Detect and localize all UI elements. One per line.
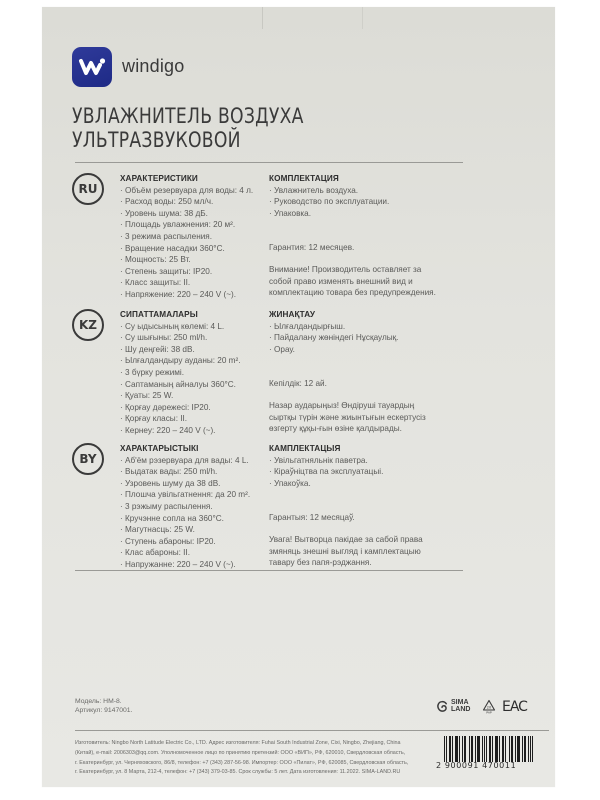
eac-mark: EAC	[502, 699, 527, 715]
spec-item: · Қорғау класы: II.	[120, 413, 260, 425]
spec-item: · Плошча увільгатнення: да 20 m².	[120, 489, 260, 501]
barcode-number: 2 900091 470011	[436, 761, 517, 770]
ru-specifications	[120, 173, 260, 301]
svg-text:20: 20	[486, 705, 492, 710]
spec-item: · Су ыдысының көлемі: 4 L.	[120, 321, 260, 333]
ru-package-contents	[269, 173, 469, 299]
brand-name: windigo	[122, 56, 185, 76]
spec-item: · Напружанне: 220 – 240 V (~).	[120, 559, 260, 571]
spec-item: · 3 режима распыления.	[120, 231, 260, 243]
spec-item: · Мощность: 25 Вт.	[120, 254, 260, 266]
box-fold-line	[262, 7, 263, 29]
box-fold-line	[362, 7, 363, 29]
pack-item: · Ылғалдандырғыш.	[269, 321, 469, 333]
pack-item: · Пайдалану жөніндегі Нұсқаулық.	[269, 332, 469, 344]
spec-item: · Объём резервуара для воды: 4 л.	[120, 185, 260, 197]
windigo-w-logo-icon	[72, 47, 112, 87]
kz-notice: Назар аударыңыз! Өндіруші тауардың сыртқы түрін және жиынтығын ескертусіз өзгерту құқы-ғын өзіне қалдырады.	[269, 400, 426, 434]
footer-line: (Китай), e-mail: 2006303@qq.com. Уполномоченное лицо по принятию претензий: ООО «ВИП», РФ, 620010, Свердловская область,	[75, 749, 406, 756]
spec-item: · Аб'ём рэзервуара для вады: 4 L.	[120, 455, 260, 467]
footer-line: г. Екатеринбург, ул. 8 Марта, 212-4, телефон: +7 (343) 379-03-85. Срок службы: 5 лет. Дата изготовления: 11.2022. SIMA-LAND.RU	[75, 769, 401, 776]
kz-spec-heading: СИПАТТАМАЛАРЫ	[120, 310, 198, 319]
footer-line: Изготовитель: Ningbo North Latitude Electric Co., LTD. Адрес изготовителя: Fuhai South Industrial Zone, Cixi, Ningbo, Zhejiang, China	[75, 740, 401, 746]
pack-item: · Увільгатняльнік паветра.	[269, 455, 469, 467]
sima-land-swirl-icon	[436, 700, 449, 713]
product-title-line-1: УВЛАЖНИТЕЛЬ ВОЗДУХА	[72, 104, 304, 128]
divider	[75, 730, 549, 731]
by-pack-heading: КАМПЛЕКТАЦЫЯ	[269, 444, 341, 453]
kz-package-contents	[269, 309, 469, 435]
recycle-icon	[482, 699, 496, 714]
pack-item: · Увлажнитель воздуха.	[269, 185, 469, 197]
spec-item: · 3 бүрку режимі.	[120, 367, 260, 379]
spec-item: · Шу деңгейі: 38 dB.	[120, 344, 260, 356]
language-badge-by: BY	[72, 443, 104, 475]
pack-item: · Руководство по эксплуатации.	[269, 196, 469, 208]
spec-item: · Кручэнне сопла на 360°С.	[120, 513, 260, 525]
barcode-bars	[444, 736, 546, 762]
language-badge-ru: RU	[72, 173, 104, 205]
pack-item: · Орау.	[269, 344, 469, 356]
product-title	[72, 104, 433, 152]
spec-item: · Саптаманың айналуы 360°С.	[120, 379, 260, 391]
spec-item: · Кернеу: 220 – 240 V (~).	[120, 425, 260, 437]
spec-item: · 3 рэжыму распылення.	[120, 501, 260, 513]
language-badge-kz: KZ	[72, 309, 104, 341]
by-specifications	[120, 443, 260, 571]
spec-item: · Су шығыны: 250 ml/h.	[120, 332, 260, 344]
spec-item: · Клас абароны: II.	[120, 547, 260, 559]
sima-land-text-2: LAND	[451, 706, 471, 713]
spec-item: · Площадь увлажнения: 20 м².	[120, 219, 260, 231]
by-notice: Увага! Вытворца пакідае за сабой права змяняць знешні выгляд і камплектацыю тавару без папя-рэджання.	[269, 534, 423, 568]
product-title-line-2: УЛЬТРАЗВУКОВОЙ	[72, 128, 241, 152]
kz-specifications	[120, 309, 260, 437]
manufacturer-info	[75, 739, 440, 778]
product-meta	[75, 697, 132, 715]
article-number: Артикул: 9147001.	[75, 707, 133, 714]
svg-text:PAP: PAP	[486, 710, 492, 714]
ru-warranty: Гарантия: 12 месяцев.	[269, 243, 355, 253]
spec-item: · Класс защиты: II.	[120, 277, 260, 289]
ru-notice: Внимание! Производитель оставляет за собой право изменять внешний вид и комплектацию товара без предупреждения.	[269, 264, 436, 298]
spec-item: · Уровень шума: 38 дБ.	[120, 208, 260, 220]
divider	[75, 570, 463, 571]
kz-pack-heading: ЖИНАҚТАУ	[269, 310, 316, 319]
by-warranty: Гарантыя: 12 месяцаў.	[269, 513, 355, 523]
ru-pack-heading: КОМПЛЕКТАЦИЯ	[269, 174, 339, 183]
spec-item: · Магутнасць: 25 W.	[120, 524, 260, 536]
spec-item: · Ступень абароны: IP20.	[120, 536, 260, 548]
barcode	[436, 736, 546, 772]
spec-item: · Қорғау дәрежесі: IP20.	[120, 402, 260, 414]
divider	[75, 162, 463, 163]
spec-item: · Степень защиты: IP20.	[120, 266, 260, 278]
by-package-contents	[269, 443, 469, 569]
spec-item: · Расход воды: 250 мл/ч.	[120, 196, 260, 208]
ru-spec-heading: ХАРАКТЕРИСТИКИ	[120, 174, 198, 183]
spec-item: · Узровень шуму да 38 dB.	[120, 478, 260, 490]
pack-item: · Упакоўка.	[269, 478, 469, 490]
pack-item: · Кіраўніцтва па эксплуатацыі.	[269, 466, 469, 478]
spec-item: · Выдатак вады: 250 ml/h.	[120, 466, 260, 478]
by-spec-heading: ХАРАКТАРЫСТЫКІ	[120, 444, 199, 453]
kz-warranty: Кепілдік: 12 ай.	[269, 379, 327, 389]
spec-item: · Қуаты: 25 W.	[120, 390, 260, 402]
sima-land-text-1: SIMA	[451, 699, 469, 706]
spec-item: · Вращение насадки 360°С.	[120, 243, 260, 255]
pack-item: · Упаковка.	[269, 208, 469, 220]
model-number: Модель: НМ-8.	[75, 698, 122, 705]
spec-item: · Напряжение: 220 – 240 V (~).	[120, 289, 260, 301]
footer-line: г. Екатеринбург, ул. Черняховского, 86/8, телефон: +7 (343) 287-56-98. Импортер: ООО «Пилат», РФ, 620085, Свердловская область,	[75, 759, 409, 766]
spec-item: · Ылғалдандыру ауданы: 20 m².	[120, 355, 260, 367]
sima-land-logo	[436, 699, 470, 713]
